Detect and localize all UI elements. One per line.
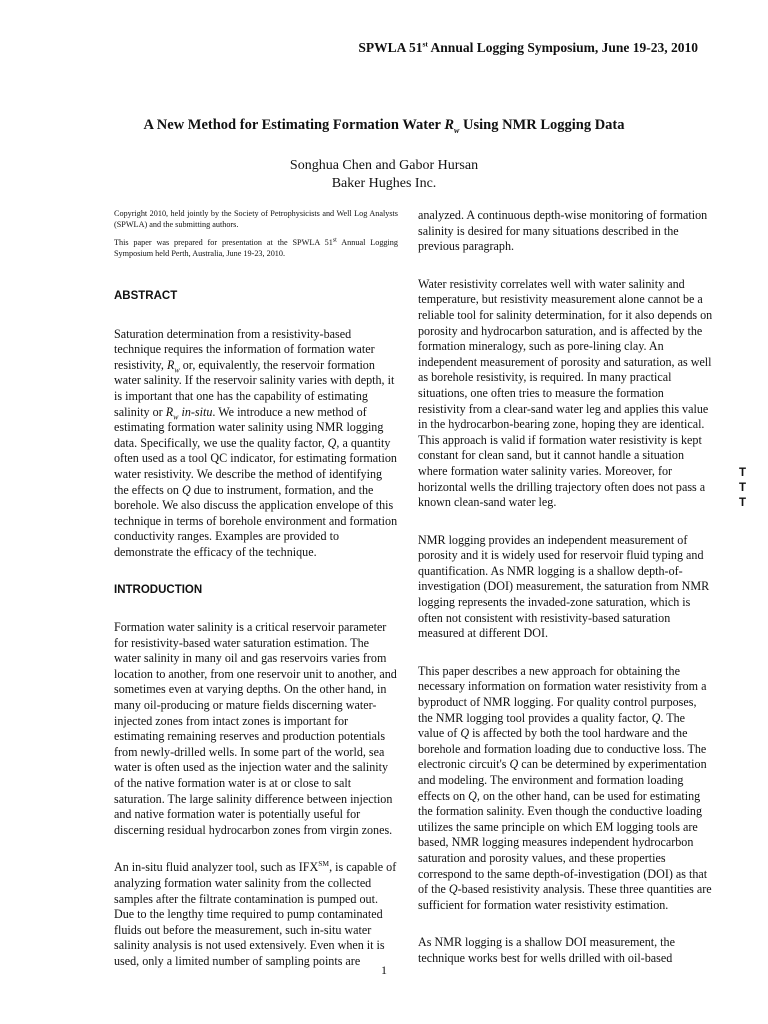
introduction-heading: INTRODUCTION xyxy=(114,583,203,596)
paper-title: A New Method for Estimating Formation Water $R_w$ Using NMR Logging Data xyxy=(143,117,625,135)
right-column xyxy=(418,208,714,983)
presentation-note: This paper was prepared for presentation at the SPWLA 51st Annual Logging Symposium held Perth, Australia, June 19-23, 2010. xyxy=(114,237,398,258)
right-paragraph-3: NMR logging provides an independent measurement of porosity and it is widely used for reservoir fluid typing and quantification. As NMR logging is a shallow depth-of-investigation (DOI) measurement, the saturation from NMR logging represents the invaded-zone saturation, which is often not consistent with resistivity-based saturation measured at different DOI. xyxy=(418,532,710,641)
copyright-note: Copyright 2010, held jointly by the Society of Petrophysicists and Well Log Analysts (SPWLA) and the submitting authors. xyxy=(114,209,398,229)
intro-paragraph-1: Formation water salinity is a critical reservoir parameter for resistivity-based water saturation estimation. The water salinity in many oil and gas reservoirs varies from location to another, from one reservoir unit to another, and sometimes even at varying depths. On the other hand, in many oil-producing or mature fields discerning water-injected zones from intact zones is important for estimating remaining reserves and production potentials from newly-drilled wells. In some part of the world, sea water is often used as the injection water and the salinity of the native formation water is at or close to salt saturation. The large salinity difference between injection and native formation water is potentially useful for discerning residual hydrocarbon zones from virgin zones. xyxy=(114,620,397,837)
right-paragraph-2: Water resistivity correlates well with water salinity and temperature, but resistivity measurement alone cannot be a reliable tool for salinity determination, for it also depends on porosity and hydrocarbon saturation, and is affected by the formation mineralogy, such as pore-lining clay. An independent measurement of porosity and saturation, as well as borehole resistivity, is required. In many practical situations, one often tries to measure the formation resistivity from a clear-sand water leg and applies this value in the hydrocarbon-bearing zone, hoping they are identical. This approach is valid if formation water resistivity is kept constant for clean sand, but it cannot handle a situation where formation water salinity varies. Moreover, for horizontal wells the drilling trajectory often does not pass a known clean-sand water leg. xyxy=(418,276,713,510)
right-paragraph-4: This paper describes a new approach for obtaining the necessary information on formation water resistivity from a byproduct of NMR logging. For quality control purposes, the NMR logging tool provides a quality factor, Q. The value of Q is affected by both the tool hardware and the borehole and formation loading due to conductive loss. The electronic circuit's Q can be determined by experimentation and modeling. The environment and formation loading effects on Q, on the other hand, can be used for estimating the formation salinity. Even though the conductive loading utilizes the same principle on which EM logging tools are based, NMR logging measures independent hydrocarbon saturation and porosity values, and these properties correspond to the same depth-of-investigation (DOI) as that of the Q-based resistivity analysis. These three quantities are sufficient for formation water resistivity estimation. xyxy=(418,663,712,912)
abstract-paragraph: Saturation determination from a resistivity-based technique requires the information of formation water resistivity, $R_w$ or, equivalently, the reservoir formation water salinity. If the reservoir salinity varies with depth, it is important that one has the capability of estimating salinity or $R_w$ in-situ. We introduce a new method of estimating formation water salinity using NMR logging data. Specifically, we use the quality factor, Q, a quantity often used as a tool QC indicator, for estimating formation water resistivity. We describe the method of identifying the effects on Q due to instrument, formation, and the borehole. We also discuss the application envelope of this technique in terms of borehole environment and formation conductivity ranges. Examples are provided to demonstrate the efficacy of the technique. xyxy=(114,326,398,559)
side-mark: T xyxy=(738,467,746,479)
page-number: 1 xyxy=(381,963,387,977)
side-marks xyxy=(739,466,746,511)
side-mark: T xyxy=(738,482,746,494)
side-mark: T xyxy=(738,497,746,509)
left-column xyxy=(114,208,398,986)
author-names: Songhua Chen and Gabor Hursan xyxy=(289,158,479,173)
right-paragraph-1: analyzed. A continuous depth-wise monitoring of formation salinity is desired for many situations described in the previous paragraph. xyxy=(418,208,708,254)
intro-paragraph-2: An in-situ fluid analyzer tool, such as IFX℠, is capable of analyzing formation water salinity from the collected samples after the filtrate contamination is pumped out. Due to the lengthy time required to pump contaminated fluids out before the measurement, such in-situ water salinity analysis is not used extensively. Even when it is used, only a limited number of sampling points are xyxy=(114,859,397,968)
running-header: SPWLA 51st Annual Logging Symposium, June 19-23, 2010 xyxy=(358,39,698,55)
author-block xyxy=(0,157,768,193)
right-paragraph-5: As NMR logging is a shallow DOI measurement, the technique works best for wells drilled with oil-based xyxy=(418,935,675,965)
abstract-heading: ABSTRACT xyxy=(114,290,178,302)
author-affiliation: Baker Hughes Inc. xyxy=(331,176,437,191)
